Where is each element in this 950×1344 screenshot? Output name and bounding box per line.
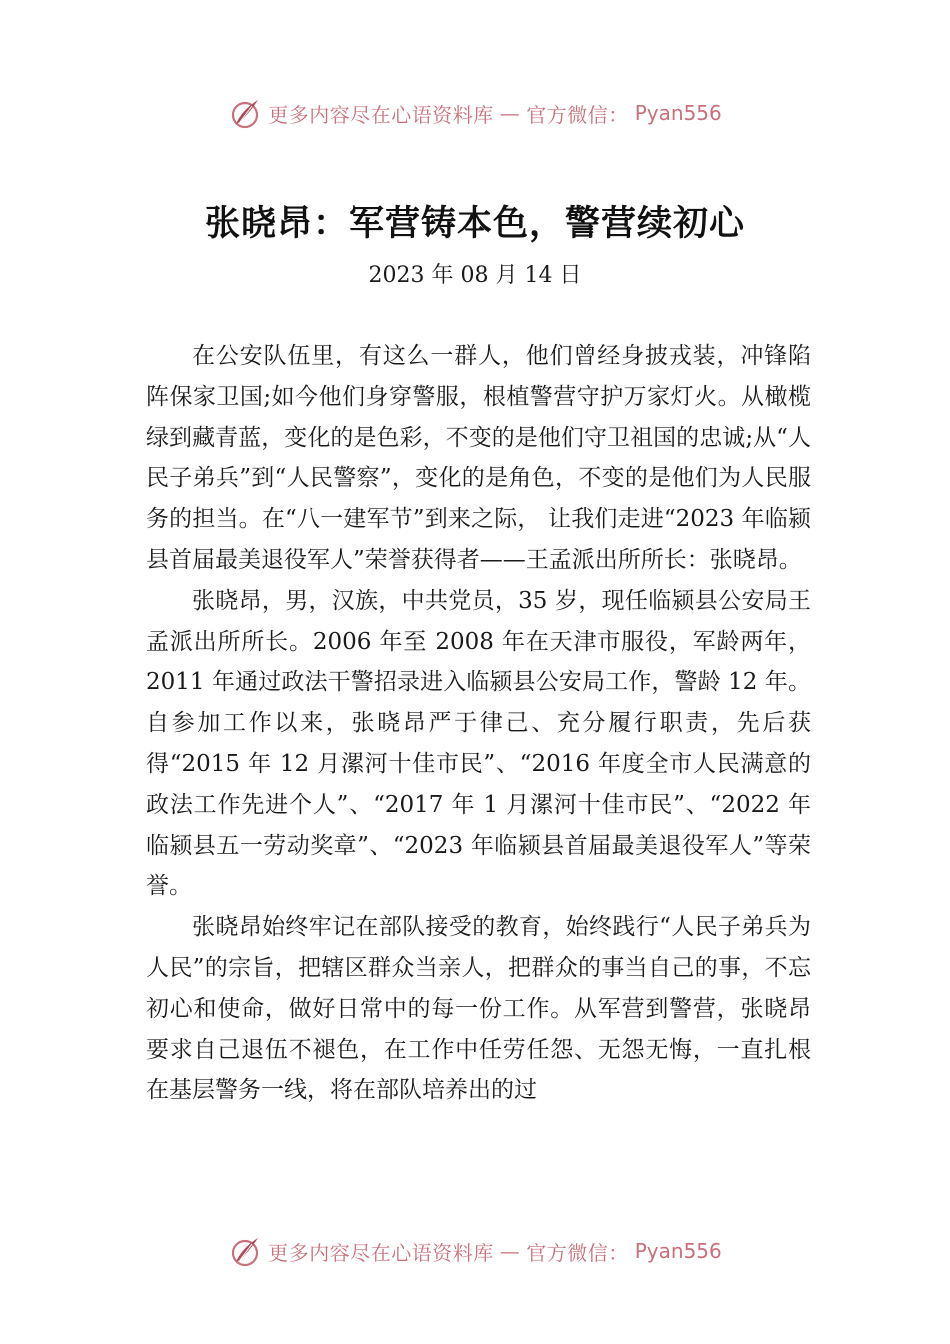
paragraph: 张晓昂，男，汉族，中共党员，35 岁，现任临颍县公安局王孟派出所所长。2006 年至 2008 年在天津市服役，军龄两年，2011 年通过政法干警招录进入临颍县公安局工作，警龄 12 年。自参加工作以来，张晓昂严于律己、充分履行职责，先后获得“2015 年 12 月漯河十佳市民”、“2016 年度全市人民满意的政法工作先进个人”、“2017 年 1 月漯河十佳市民”、“2022 年临颍县五一劳动奖章”、“2023 年临颍县首届最美退役军人”等荣誉。 [146, 587, 811, 900]
article-title: 张晓昂：军营铸本色，警营续初心 [204, 203, 745, 244]
article-date: 2023 年 08 月 14 日 [368, 263, 582, 288]
quill-seal-icon [228, 1234, 262, 1268]
watermark-dash: — [499, 1239, 521, 1263]
watermark-wechat-label: 官方微信： [526, 1240, 629, 1265]
watermark-dash: — [499, 101, 521, 125]
article-body [146, 336, 811, 1111]
watermark-wechat-id: Pyan556 [634, 101, 722, 125]
watermark-footer [0, 1234, 950, 1268]
watermark-text: 更多内容尽在心语资料库 [268, 1240, 494, 1265]
quill-seal-icon [228, 96, 262, 130]
watermark-header [0, 96, 950, 130]
watermark-wechat-id: Pyan556 [634, 1239, 722, 1263]
paragraph: 在公安队伍里，有这么一群人，他们曾经身披戎装，冲锋陷阵保家卫国;如今他们身穿警服，根植警营守护万家灯火。从橄榄绿到藏青蓝，变化的是色彩，不变的是他们守卫祖国的忠诚;从“人民子弟兵”到“人民警察”，变化的是角色，不变的是他们为人民服务的担当。在“八一建军节”到来之际， 让我们走进“2023 年临颍县首届最美退役军人”荣誉获得者——王孟派出所所长：张晓昂。 [146, 343, 811, 573]
watermark-text: 更多内容尽在心语资料库 [268, 102, 494, 127]
paragraph: 张晓昂始终牢记在部队接受的教育，始终践行“人民子弟兵为人民”的宗旨，把辖区群众当亲人，把群众的事当自己的事，不忘初心和使命，做好日常中的每一份工作。从军营到警营，张晓昂要求自己退伍不褪色，在工作中任劳任怨、无怨无悔，一直扎根在基层警务一线，将在部队培养出的过 [146, 914, 811, 1104]
watermark-wechat-label: 官方微信： [526, 102, 629, 127]
